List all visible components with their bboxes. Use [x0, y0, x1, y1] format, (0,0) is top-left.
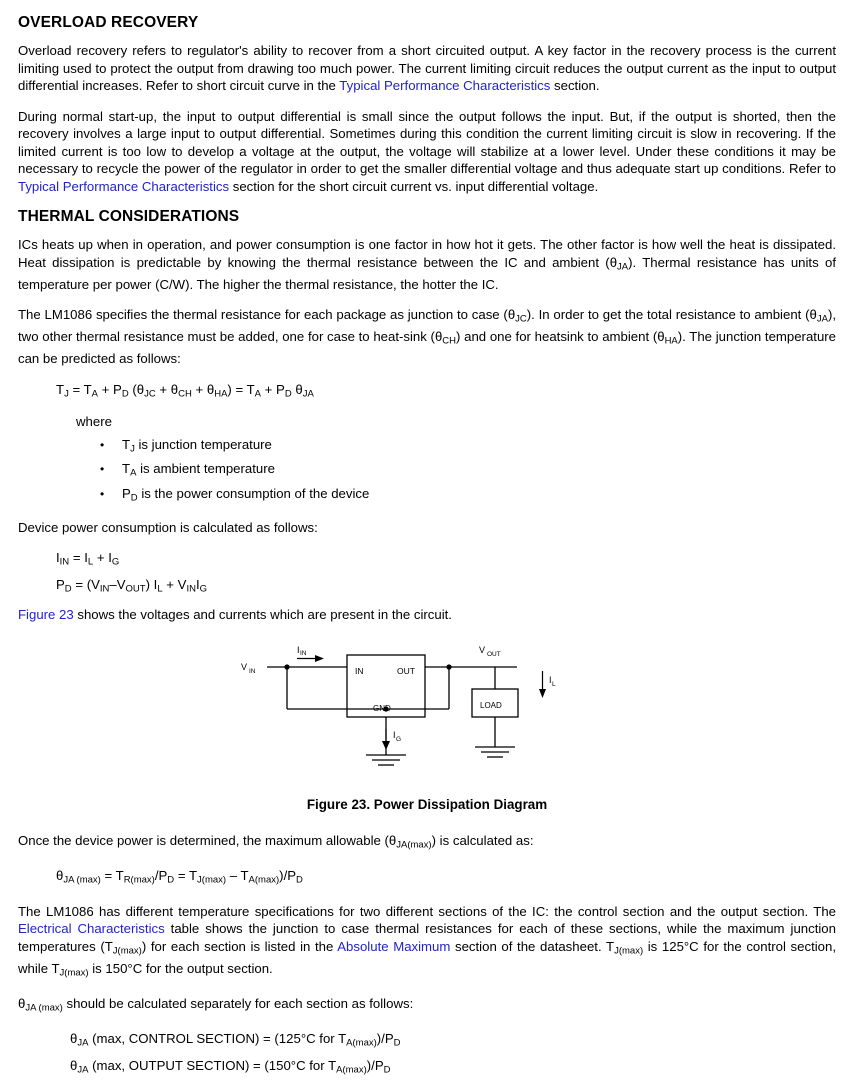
link-figure-23[interactable]: Figure 23: [18, 607, 74, 623]
link-typical-performance-characteristics-1[interactable]: Typical Performance Characteristics: [339, 78, 551, 93]
label-where: where: [76, 413, 112, 429]
paragraph-temperature-specs: The LM1086 has different temperature specifications for two different sections of the IC: the control section and the output section. The Electrical Characteristics table shows the junction to case thermal resistances for each of these sections, while the maximum junction temperatures $(T_{J(max)})$ for each section is listed in the Absolute Maximum section of the datasheet. $T_{J(max)}$ is 125°C for the control section, while $T_{J(max)}$ is 150°C for the output section.: [18, 903, 837, 979]
power-dissipation-schematic: [227, 637, 627, 782]
equation-theta-ja-max: $\theta_{JA (max)} = T_{R(max)}/P_D = T_{J(max)} - T_{A(max)})/P_D$: [56, 868, 303, 886]
equation-junction-temperature: $T_J = T_A + P_D$ $(\theta_{JC} + \theta_{CH} + \theta_{HA}) = T_A + P_D$ $\theta_{JA}$: [56, 381, 314, 400]
paragraph-theta-calc-note: $\theta_{JA (max)}$ should be calculated separately for each section as follows:: [18, 996, 414, 1014]
label-pin-gnd: GND: [373, 703, 391, 713]
paragraph-thermal-2: The LM1086 specifies the thermal resistance for each package as junction to case $(\theta_{JC})$. In order to get the total resistance to ambient $(\theta_{JA})$, two other thermal resistance must be added, one for case to heat-sink $(\theta_{CH})$ and one for heatsink to ambient $(\theta_{HA})$. The junction temperature can be predicted as follows:: [18, 307, 837, 367]
paragraph-figure-reference: [18, 606, 836, 624]
equation-theta-output-section: $\theta_{JA}$ (max, OUTPUT SECTION) = (150°C for $T_{A(max)})/P_D$: [70, 1057, 391, 1076]
link-absolute-maximum[interactable]: Absolute Maximum: [337, 938, 451, 954]
label-load: LOAD: [480, 700, 502, 710]
figure-power-dissipation-diagram: [18, 637, 836, 787]
paragraph-device-power: Device power consumption is calculated as follows:: [18, 519, 318, 535]
paragraph-figure-reference-text: shows the voltages and currents which are present in the circuit.: [73, 607, 452, 623]
label-vin: V: [241, 661, 248, 672]
figure-caption-23: Figure 23. Power Dissipation Diagram: [306, 796, 548, 812]
list-item: • $T_J$ is junction temperature: [122, 435, 836, 460]
list-definitions: [18, 435, 836, 509]
page-title-overload-recovery: OVERLOAD RECOVERY: [18, 14, 199, 31]
label-iin-sub: IN: [300, 649, 307, 657]
paragraph-overload-2-text-a: During normal start-up, the input to output differential is small since the output follows the input. But, if the output is shorted, then the recovery involves a large input to output differential. Sometimes during this condition the current limiting circuit is slow in recovering. If the limited current is too low to develop a voltage at the output, the voltage will stabilize at a lower level. Under these conditions it may be necessary to recycle the power of the regulator in order to get the smaller differential voltage and thus adequate start up conditions. Refer to: [18, 108, 836, 176]
label-ig-sub: G: [396, 735, 402, 743]
paragraph-temperature-specs-a: The LM1086 has different temperature specifications for two different sections of the IC: the control section and the output section. The: [18, 903, 836, 919]
label-iin: I: [297, 644, 300, 655]
paragraph-overload-1-text-a: Overload recovery refers to regulator's ability to recover from a short circuited output. A key factor in the recovery process is the current limiting used to protect the output from drawing too much power. The current limiting circuit reduces the output current as the input to output differential increases. Refer to short circuit curve in the: [18, 43, 836, 93]
equation-input-current: $I_{IN} = I_L + I_G$: [56, 550, 120, 568]
equation-power-dissipation: $P_D = (V_{IN}-V_{OUT}) I_L + V_{IN}I_G$: [56, 576, 208, 595]
page-title-thermal-considerations: THERMAL CONSIDERATIONS: [18, 208, 240, 225]
label-ig: I: [393, 729, 396, 740]
label-il-sub: L: [552, 680, 556, 688]
link-electrical-characteristics[interactable]: Electrical Characteristics: [18, 921, 165, 937]
label-vin-sub: IN: [249, 667, 256, 675]
label-vout-sub: OUT: [487, 650, 501, 658]
equation-theta-control-section: $\theta_{JA}$ (max, CONTROL SECTION) = (125°C for $T_{A(max)})/P_D$: [70, 1031, 401, 1049]
label-pin-in: IN: [355, 665, 364, 676]
label-il: I: [549, 674, 552, 685]
label-vout: V: [479, 644, 486, 655]
list-item: • $T_A$ is ambient temperature: [122, 459, 836, 484]
paragraph-overload-1: [18, 42, 836, 95]
paragraph-overload-2-text-b: section for the short circuit current vs. input differential voltage.: [229, 178, 599, 194]
paragraph-max-allowable: Once the device power is determined, the maximum allowable $(\theta_{JA(max)})$ is calculated as:: [18, 832, 534, 851]
paragraph-overload-2: [18, 108, 836, 196]
list-item: • $P_D$ is the power consumption of the device: [122, 484, 836, 509]
label-pin-out: OUT: [397, 665, 415, 676]
link-typical-performance-characteristics-2[interactable]: Typical Performance Characteristics: [18, 178, 230, 194]
paragraph-thermal-1: ICs heats up when in operation, and power consumption is one factor in how hot it gets. The other factor is how well the heat is dissipated. Heat dissipation is predictable by knowing the thermal resistance between the IC and ambient $(\theta_{JA})$. Thermal resistance has units of temperature per power (C/W). The higher the thermal resistance, the hotter the IC.: [18, 237, 836, 292]
paragraph-overload-1-text-b: section.: [550, 78, 600, 93]
